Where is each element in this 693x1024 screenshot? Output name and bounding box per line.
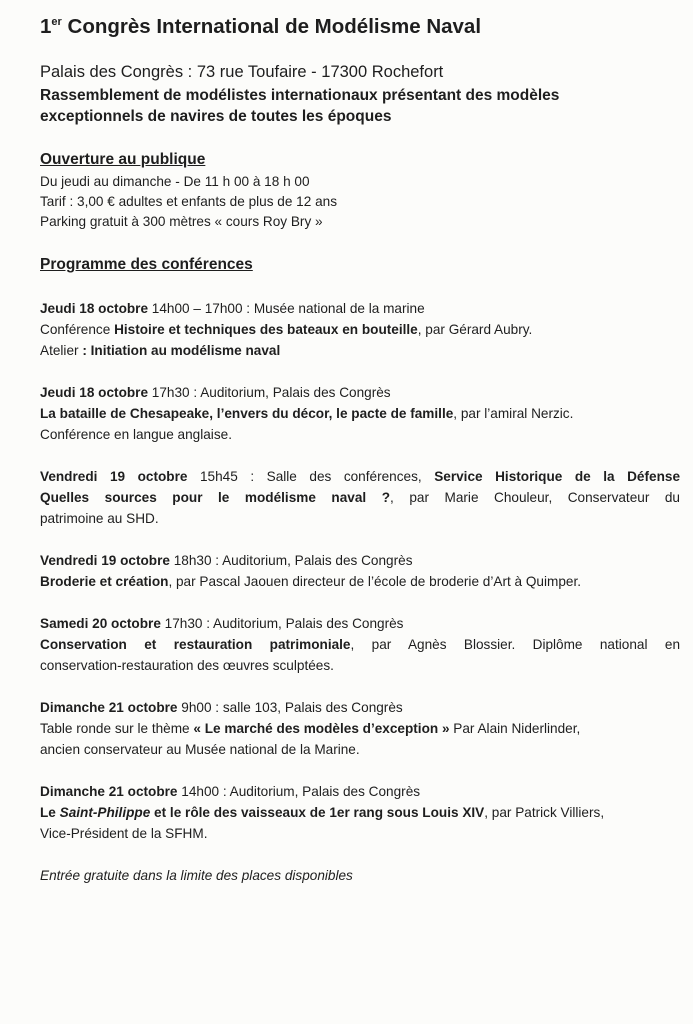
event-text: , par Marie Chouleur, Conservateur du [390, 490, 680, 505]
event-text: , par l’amiral Nerzic. [453, 406, 574, 421]
program-list [40, 298, 680, 844]
event-line [40, 319, 680, 340]
opening-section [40, 149, 680, 232]
event-line: ancien conservateur au Musée national de la Marine. [40, 742, 360, 757]
event-text: , par Agnès Blossier. Diplôme national en [350, 637, 680, 652]
event-line: conservation-restauration des œuvres sculptées. [40, 658, 334, 673]
event-line [40, 571, 680, 592]
event-2 [40, 382, 680, 445]
event-line [40, 403, 680, 424]
title-text: Congrès International de Modélisme Naval [67, 15, 482, 38]
event-6 [40, 697, 680, 760]
event-header [40, 466, 680, 487]
event-info: 9h00 : salle 103, Palais des Congrès [177, 700, 403, 715]
event-title: Le [40, 805, 60, 820]
opening-parking: Parking gratuit à 300 mètres « cours Roy Bry » [40, 214, 323, 229]
event-info: 15h45 : Salle des conférences, [187, 469, 435, 484]
event-1 [40, 298, 680, 361]
ship-name: Saint-Philippe [59, 805, 151, 820]
event-line: patrimoine au SHD. [40, 511, 159, 526]
event-header [40, 697, 680, 718]
event-date: Samedi 20 octobre [40, 616, 161, 631]
event-title: Quelles sources pour le modélisme naval ? [40, 490, 391, 505]
event-line [40, 718, 680, 739]
venue-address: Palais des Congrès : 73 rue Toufaire - 17300 Rochefort [40, 63, 444, 81]
footer-note: Entrée gratuite dans la limite des places disponibles [40, 868, 353, 883]
document-page [40, 14, 680, 886]
event-header [40, 382, 680, 403]
event-title: Histoire et techniques des bateaux en bouteille [114, 322, 418, 337]
event-line [40, 487, 680, 508]
event-title: « Le marché des modèles d’exception » [193, 721, 450, 736]
opening-hours: Du jeudi au dimanche - De 11 h 00 à 18 h 00 [40, 174, 310, 189]
event-text: , par Patrick Villiers, [484, 805, 605, 820]
event-date: Dimanche 21 octobre [40, 784, 178, 799]
event-text: , par Pascal Jaouen directeur de l’école de broderie d’Art à Quimper. [168, 574, 582, 589]
event-3 [40, 466, 680, 529]
event-info: 17h30 : Auditorium, Palais des Congrès [148, 385, 391, 400]
event-text: , par Gérard Aubry. [417, 322, 533, 337]
event-header [40, 613, 680, 634]
page-title [40, 14, 680, 40]
event-line [40, 802, 680, 823]
event-line: Conférence en langue anglaise. [40, 427, 232, 442]
event-info: 14h00 : Auditorium, Palais des Congrès [177, 784, 421, 799]
event-date: Jeudi 18 octobre [40, 301, 149, 316]
event-line [40, 634, 680, 655]
title-ordinal-suffix: er [51, 16, 62, 29]
event-line [40, 340, 680, 361]
event-date: Jeudi 18 octobre [40, 385, 149, 400]
event-header [40, 298, 680, 319]
event-title: : Initiation au modélisme naval [82, 343, 281, 358]
event-text: Table ronde sur le thème [40, 721, 194, 736]
venue-description-line1: Rassemblement de modélistes internationaux présentant des modèles [40, 87, 560, 104]
title-ordinal: 1 [40, 15, 52, 38]
event-date: Vendredi 19 octobre [40, 469, 188, 484]
event-7 [40, 781, 680, 844]
event-text: Conférence [40, 322, 115, 337]
event-text: Atelier [40, 343, 83, 358]
opening-heading: Ouverture au publique [40, 151, 206, 168]
event-info: 18h30 : Auditorium, Palais des Congrès [169, 553, 413, 568]
event-header [40, 781, 680, 802]
event-4 [40, 550, 680, 592]
event-text: Par Alain Niderlinder, [449, 721, 581, 736]
venue-section [40, 62, 680, 127]
program-heading: Programme des conférences [40, 256, 253, 273]
event-title: Conservation et restauration patrimoniale [40, 637, 351, 652]
event-5 [40, 613, 680, 676]
event-title: et le rôle des vaisseaux de 1er rang sous Louis XIV [150, 805, 485, 820]
event-title: Broderie et création [40, 574, 169, 589]
event-organizer: Service Historique de la Défense [434, 469, 681, 484]
event-info: 17h30 : Auditorium, Palais des Congrès [160, 616, 404, 631]
event-date: Dimanche 21 octobre [40, 700, 178, 715]
venue-description-line2: exceptionnels de navires de toutes les époques [40, 108, 392, 125]
event-date: Vendredi 19 octobre [40, 553, 170, 568]
event-header [40, 550, 680, 571]
event-info: 14h00 – 17h00 : Musée national de la marine [148, 301, 425, 316]
event-line: Vice-Président de la SFHM. [40, 826, 208, 841]
opening-price: Tarif : 3,00 € adultes et enfants de plus de 12 ans [40, 194, 337, 209]
event-title: La bataille de Chesapeake, l’envers du décor, le pacte de famille [40, 406, 454, 421]
